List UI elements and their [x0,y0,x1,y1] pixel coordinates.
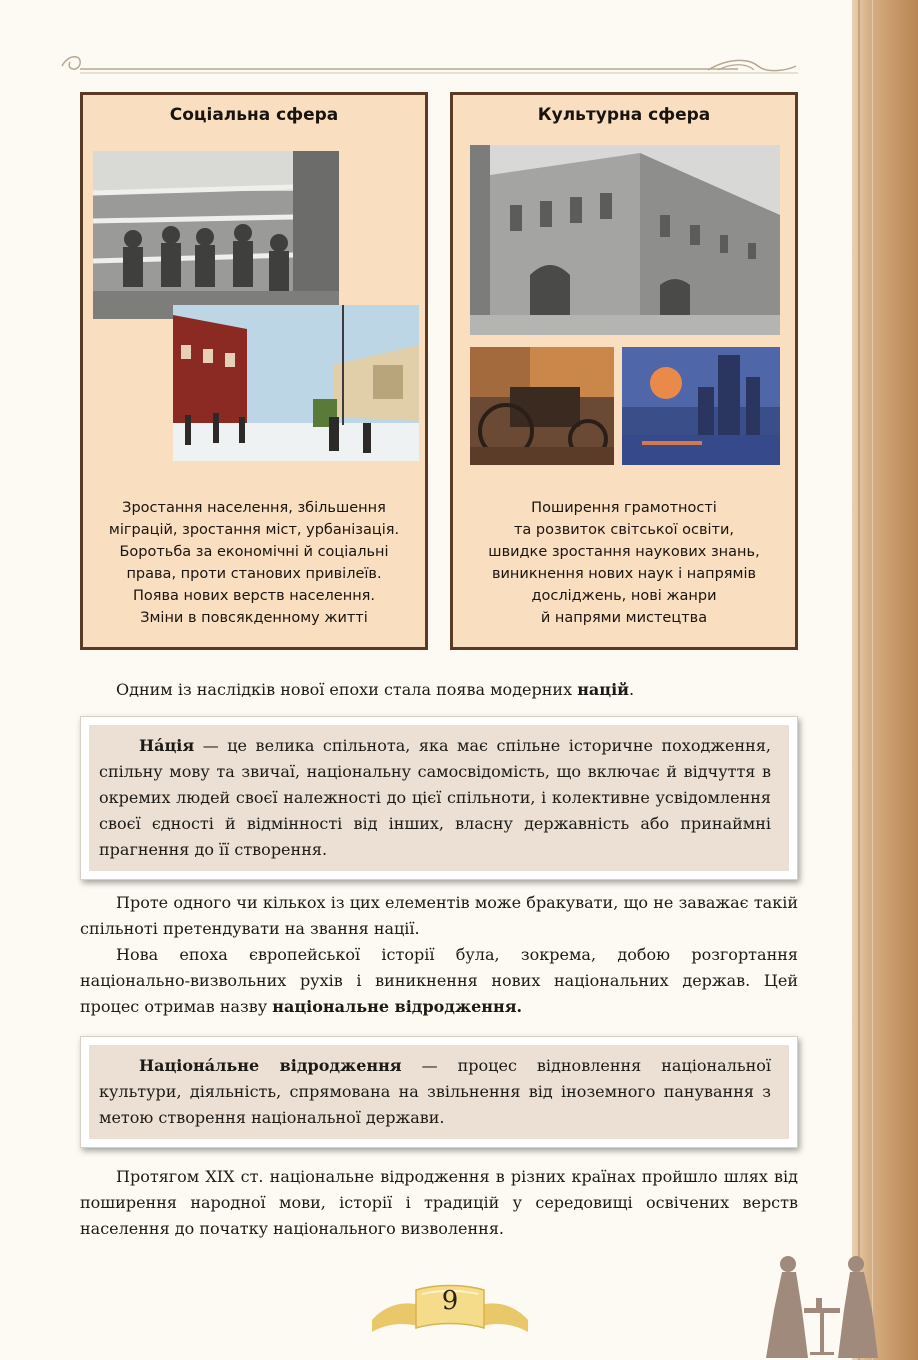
steam-car-painting [470,347,614,465]
cultural-panel-title: Культурна сфера [537,105,711,125]
ornament-rule [58,48,798,84]
paragraph-text: Одним із наслідків нової епохи стала поява модерних [116,680,578,699]
paragraph-text: Нова епоха європейської історії була, зокрема, добою розгортання національно-визвольних рухів і виникнення нових національних держав. Цей процес отримав назву [80,945,798,1016]
caption-line: Зростання населення, збільшення [122,500,386,516]
university-building-photo [470,145,780,335]
city-street-photo [173,305,419,461]
caption-line: та розвиток світської освіти, [513,522,735,538]
nation-definition-box [80,716,798,880]
caption-line: виникнення нових наук і напрямів [491,566,757,582]
paragraph-conclusion [80,1164,798,1242]
impressionist-painting [622,347,780,465]
definition-text: — це велика спільнота, яка має спільне історичне походження, спільну мову та звичаї, національну самосвідомість, що включає й відчуття в окремих людей своєї належності до цієї спільноти, і колективне усвідомлення своєї єдності й відмінності від інших, власну державність або принаймні прагнення до її створення. [99,736,771,859]
paragraph-text: Протягом XIX ст. національне відродження в різних країнах пройшло шлях від поширення народної мови, історії і традицій у середовищі освічених верств населення до початку національного визволення. [80,1167,798,1238]
key-term: національне відродження. [272,997,523,1016]
paragraph-end: . [629,680,635,699]
caption-line: міграцій, зростання міст, урбанізація. [108,522,400,538]
definition-term: На́ція [139,736,195,755]
caption-line: Боротьба за економічні й соціальні [119,544,389,560]
women-at-table-silhouette [758,1250,884,1360]
paragraph-elements: Проте одного чи кількох із цих елементів може бракувати, що не заважає такій спільноті претендувати на звання нації. [80,893,798,938]
caption-line: й напрями мистецтва [540,610,708,626]
caption-line: швидке зростання наукових знань, [488,544,760,560]
caption-line: Зміни в повсякденному житті [140,610,368,626]
paragraph-block [80,890,798,1020]
definition-text: — процес відновлення національної культури, діяльність, спрямована на звільнення від іноземного панування з метою створення національної держави. [99,1056,771,1127]
social-panel-caption [87,497,421,629]
migrants-photo [93,151,339,319]
book-edge-decoration [852,0,918,1360]
caption-line: Поява нових верств населення. [132,588,376,604]
social-panel-title: Соціальна сфера [169,105,339,125]
paragraph-intro [80,677,798,703]
caption-line: права, проти станових привілеїв. [126,566,382,582]
cultural-sphere-panel [450,92,798,650]
social-sphere-panel [80,92,428,650]
caption-line: досліджень, нові жанри [531,588,717,604]
definition-term: Націона́льне відродження [139,1056,402,1075]
cultural-panel-caption [457,497,791,629]
key-term: націй [577,680,630,699]
page-number: 9 [441,1286,459,1316]
national-revival-definition-box [80,1036,798,1148]
caption-line: Поширення грамотності [531,500,717,516]
